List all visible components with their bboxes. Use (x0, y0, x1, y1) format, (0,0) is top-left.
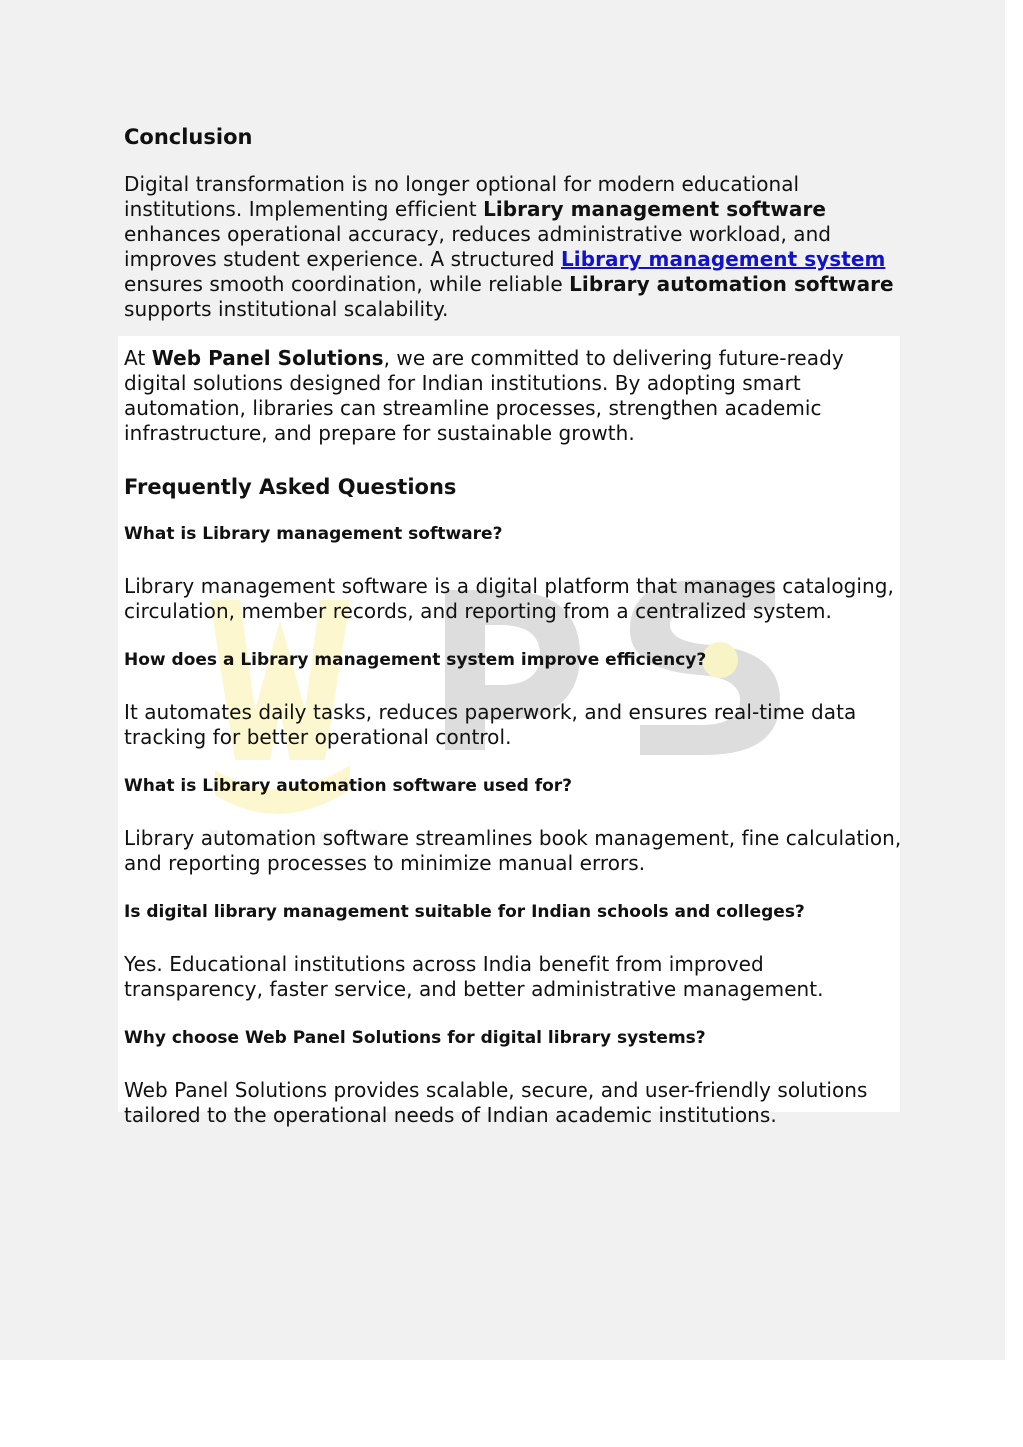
library-automation-software-bold: Library automation software (569, 272, 894, 296)
commitment-paragraph (124, 346, 904, 446)
faq-answer: Library management software is a digital platform that manages cataloging, circulation, member records, and reporting from a centralized system. (124, 574, 894, 623)
web-panel-solutions-bold: Web Panel Solutions (151, 346, 384, 370)
faq-question: Is digital library management suitable for Indian schools and colleges? (124, 902, 805, 922)
library-management-software-bold: Library management software (483, 197, 826, 221)
conclusion-text-4: supports institutional scalability. (124, 297, 449, 321)
faq-answer: Yes. Educational institutions across India benefit from improved transparency, faster service, and better administrative management. (124, 952, 824, 1001)
faq-answer: Web Panel Solutions provides scalable, secure, and user-friendly solutions tailored to the operational needs of Indian academic institutions. (124, 1078, 868, 1127)
commitment-text-2: , we are committed to delivering future-ready digital solutions designed for Indian institutions. By adopting smart automation, libraries can streamline processes, strengthen academic infrastructure, and prepare for sustainable growth. (124, 346, 844, 445)
faq-question: Why choose Web Panel Solutions for digital library systems? (124, 1028, 706, 1048)
document-content (124, 120, 904, 1152)
conclusion-heading: Conclusion (124, 125, 253, 149)
library-management-system-link[interactable]: Library management system (561, 247, 886, 271)
faq-heading: Frequently Asked Questions (124, 475, 457, 499)
commitment-text-1: At (124, 346, 152, 370)
faq-question: What is Library management software? (124, 524, 503, 544)
faq-question: What is Library automation software used for? (124, 776, 573, 796)
faq-answer: Library automation software streamlines book management, fine calculation, and reporting processes to minimize manual errors. (124, 826, 902, 875)
conclusion-text-3: ensures smooth coordination, while reliable (124, 272, 570, 296)
conclusion-paragraph (124, 172, 904, 322)
conclusion-text-1: Digital transformation is no longer optional for modern educational institutions. Implementing efficient (124, 172, 800, 221)
faq-question: How does a Library management system improve efficiency? (124, 650, 707, 670)
conclusion-text-2: enhances operational accuracy, reduces administrative workload, and improves student experience. A structured (124, 222, 832, 271)
faq-answer: It automates daily tasks, reduces paperwork, and ensures real-time data tracking for better operational control. (124, 700, 857, 749)
